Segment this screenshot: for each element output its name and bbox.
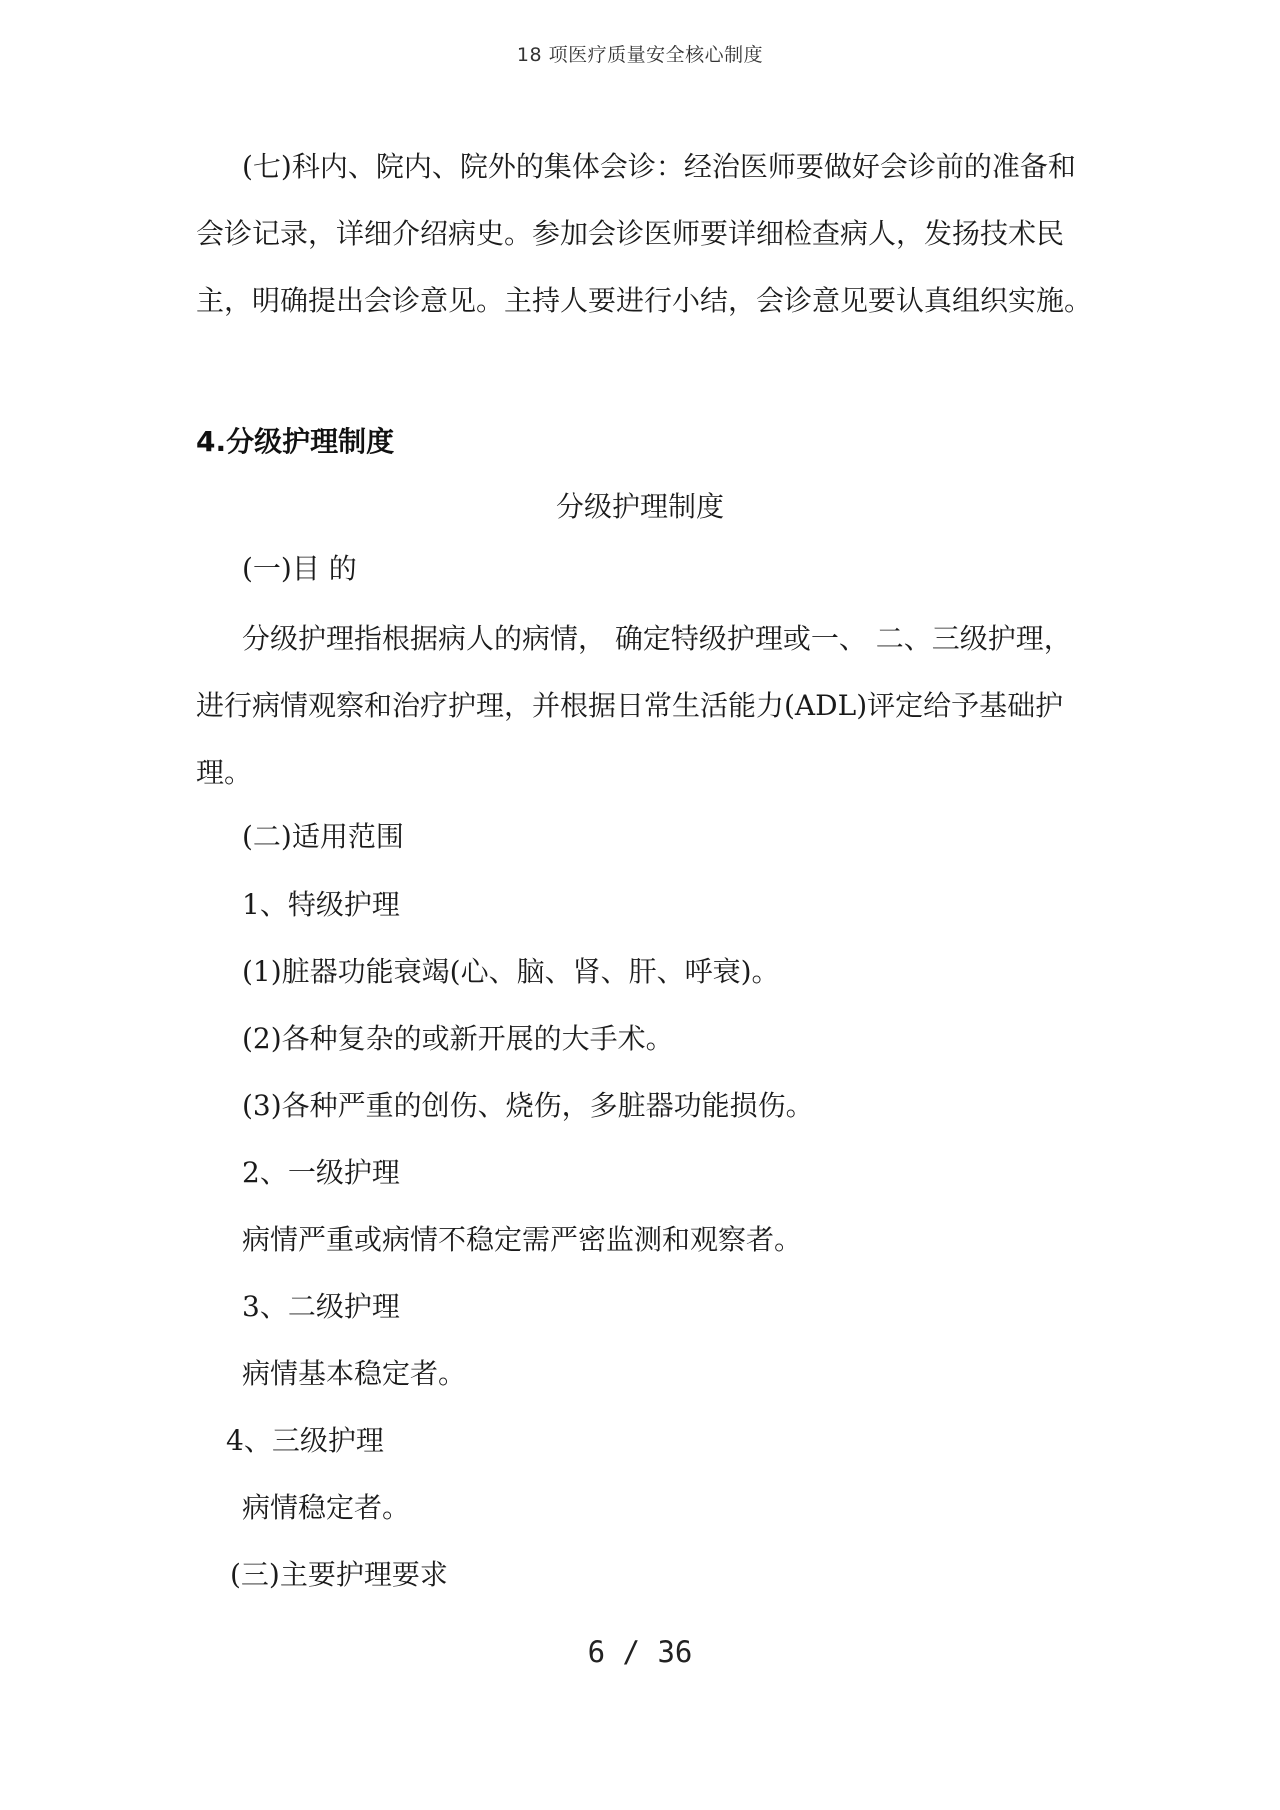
special-care-item: (3)各种严重的创伤、烧伤，多脏器功能损伤。 xyxy=(242,1089,814,1122)
level3-heading: 4、三级护理 xyxy=(226,1424,384,1457)
level2-heading: 3、二级护理 xyxy=(242,1290,400,1323)
special-care-item: (2)各种复杂的或新开展的大手术。 xyxy=(242,1022,674,1055)
requirements-heading: (三)主要护理要求 xyxy=(230,1558,448,1591)
scope-heading: (二)适用范围 xyxy=(242,820,404,853)
consultation-paragraph: (七)科内、院内、院外的集体会诊：经治医师要做好会诊前的准备和会诊记录，详细介绍病史。参加会诊医师要详细检查病人，发扬技术民主，明确提出会诊意见。主持人要进行小结，会诊意见要认真组织实施。 xyxy=(196,150,1093,317)
level3-text: 病情稳定者。 xyxy=(242,1491,411,1524)
purpose-heading: (一)目 的 xyxy=(242,552,357,585)
special-care-item: (1)脏器功能衰竭(心、脑、肾、肝、呼衰)。 xyxy=(242,955,780,988)
level2-text: 病情基本稳定者。 xyxy=(242,1357,467,1390)
special-care-heading: 1、特级护理 xyxy=(242,888,400,921)
section-heading: 4.分级护理制度 xyxy=(196,425,395,458)
purpose-paragraph: 分级护理指根据病人的病情， 确定特级护理或一、 二、三级护理，进行病情观察和治疗护理，并根据日常生活能力(ADL)评定给予基础护理。 xyxy=(196,622,1072,789)
section-title: 分级护理制度 xyxy=(555,490,724,523)
level1-heading: 2、一级护理 xyxy=(242,1156,400,1189)
running-header: 18 项医疗质量安全核心制度 xyxy=(516,44,764,66)
page-number: 6 / 36 xyxy=(587,1635,693,1669)
level1-text: 病情严重或病情不稳定需严密监测和观察者。 xyxy=(242,1223,803,1256)
